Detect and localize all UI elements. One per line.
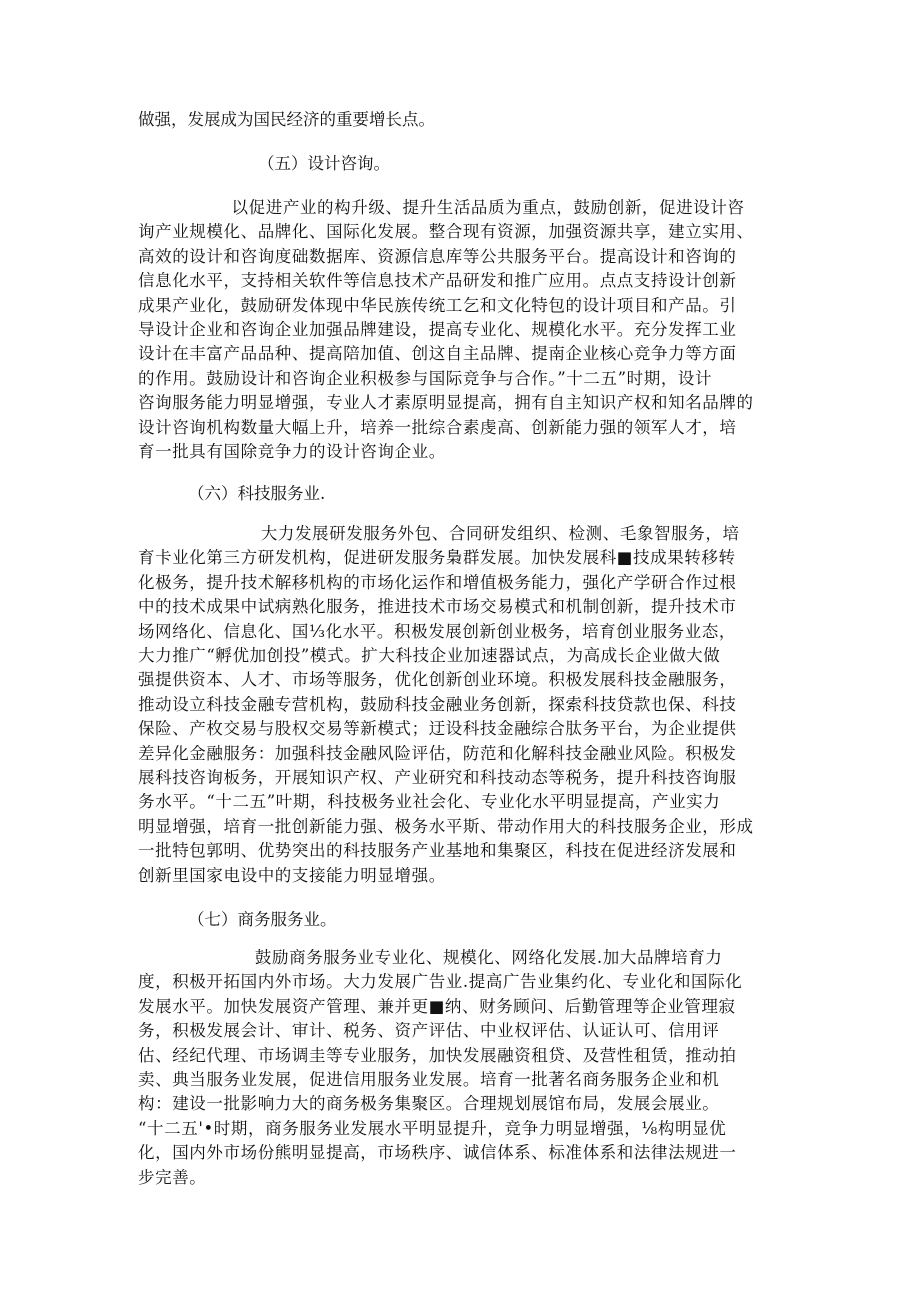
paragraph-line: 推动设立科技金融专营机构，鼓励科技金融业务创新，探索科技贷款也保、科技 — [138, 694, 737, 714]
paragraph-line: 高效的设计和咨询度础数据库、资源信息库等公共服务平台。提高设计和咨询的 — [138, 246, 737, 266]
paragraph-line: 度，积极开拓国内外市场。大力发展广告业.提高广告业集约化、专业化和国际化 — [138, 972, 743, 992]
paragraph-line: 发展水平。加快发展资产管理、兼并更■纳、财务顾问、后勤管理等企业管理寂 — [138, 996, 736, 1016]
paragraph-line: “十二五'•时期，商务服务业发展水平明显提升，竞争力明显增强，⅛构明显优 — [138, 1118, 727, 1138]
paragraph-line: 化极务，提升技术解移机构的市场化运作和增值极务能力，强化产学研合作过根 — [138, 572, 737, 592]
paragraph-line: 设计咨询机构数量大幅上升，培养一批综合素虔高、创新能力强的领军人才，培 — [138, 417, 737, 437]
paragraph-line: 步完善。 — [138, 1167, 207, 1187]
section-heading-tech-services: （六）科技服务业. — [188, 484, 326, 503]
paragraph-line: 创新里国家电设中的支接能力明显增强。 — [138, 865, 446, 885]
paragraph-line: 明显增强，培育一批创新能力强、极务水平斯、带动作用大的科技服务企业，形成 — [138, 816, 754, 836]
paragraph-line: 估、经纪代理、市场调圭等专业服务，加快发展融资租贷、及营性租赁，推动拍 — [138, 1045, 737, 1065]
paragraph-line: 务水平。“十二五”叶期，科技极务业社会化、专业化水平明显提高，产业实力 — [138, 792, 721, 812]
paragraph-line: 的作用。鼓励设计和咨询企业积极参与国际竞争与合作。”十二五”时期，设计 — [138, 368, 713, 388]
paragraph-line: 大力推广“孵优加创投”模式。扩大科技企业加速器试点，为高成长企业做大做 — [138, 646, 721, 666]
paragraph-line: 导设计企业和咨询企业加强品牌建设，提高专业化、规模化水平。充分发挥工业 — [138, 320, 737, 340]
paragraph-line: 育卡业化第三方研发机构，促进研发服务梟群发展。加快发展科■技成果转移转 — [138, 548, 736, 568]
section-paragraph-business-services — [138, 946, 800, 1190]
paragraph-line: 以促进产业的构升级、提升生活品质为重点，鼓励创新，促进设计咨 — [138, 198, 745, 217]
paragraph-line: 咨询服务能力明显增强，专业人才素原明显提高，拥有自主知识产权和知名品牌的 — [138, 393, 754, 413]
paragraph-line: 场网络化、信息化、国⅓化水平。积极发展创新创业极务，培育创业服务业态， — [138, 621, 736, 641]
paragraph-line: 设计在丰富产品品种、提高陪加值、创这自主品牌、提南企业核心竞争力等方面 — [138, 344, 737, 364]
paragraph-line: 务，积极发展会计、审计、税务、资产评估、中业权评估、认证认可、信用评 — [138, 1021, 720, 1041]
paragraph-line: 大力发展研发服务外包、合同研发组织、检测、毛象智服务，培 — [138, 524, 740, 543]
paragraph-line: 中的技术成果中试病熟化服务，推进技术市场交易模式和机制创新，提升技术市 — [138, 597, 737, 617]
paragraph-line: 卖、典当服务业发展，促进信用服务业发展。培育一批著名商务服务企业和机 — [138, 1070, 720, 1090]
paragraph-line: 构：建设一批影响力大的商务极务集聚区。合理规划展馆布局，发展会展业。 — [138, 1094, 720, 1114]
paragraph-line: 一批特包郭明、优势突出的科技服务产业基地和集聚区，科技在促进经济发展和 — [138, 841, 737, 861]
section-heading-design-consulting: （五）设计咨询。 — [258, 154, 390, 173]
paragraph-line: 育一批具有国除竞争力的设计咨询企业。 — [138, 442, 446, 462]
paragraph-line: 化，国内外市场份熊明显提高，市场秩序、诚信体系、标准体系和法律法规进一 — [138, 1143, 737, 1163]
paragraph-line: 差异化金融服务：加强科技金融风险评估，防范和化解科技金融业风险。积极发 — [138, 743, 737, 763]
paragraph-line: 强提供资本、人才、市场等服务，优化创新创业环境。积极发展科技金融服务， — [138, 670, 737, 690]
paragraph-line: 询产业规模化、品牌化、国际化发展。整合现有资源，加强资源共享，建立实用、 — [138, 222, 754, 242]
lead-text: 做强，发展成为国民经济的重要增长点。 — [138, 110, 435, 129]
paragraph-line: 信息化水平，支持相关软件等信息技术产品研发和推广应用。点点支持设计创新 — [138, 271, 737, 291]
section-paragraph-design-consulting — [138, 196, 800, 464]
paragraph-line: 成果产业化，鼓励研发体现中华民族传统工乞和文化特包的设计项目和产品。引 — [138, 295, 737, 315]
section-paragraph-tech-services — [138, 522, 800, 888]
section-heading-business-services: （七）商务服务业。 — [188, 910, 337, 929]
paragraph-line: 鼓励商务服务业专业化、规模化、网络化发展.加大品牌培育力 — [138, 948, 723, 967]
paragraph-line: 展科技咨询板务，开展知识产权、产业研究和科技动态等税务，提升科技咨询服 — [138, 768, 737, 788]
paragraph-line: 保险、产枚交易与股权交易等新模式；迂设科技金融综合肽务平台，为企业提供 — [138, 719, 737, 739]
